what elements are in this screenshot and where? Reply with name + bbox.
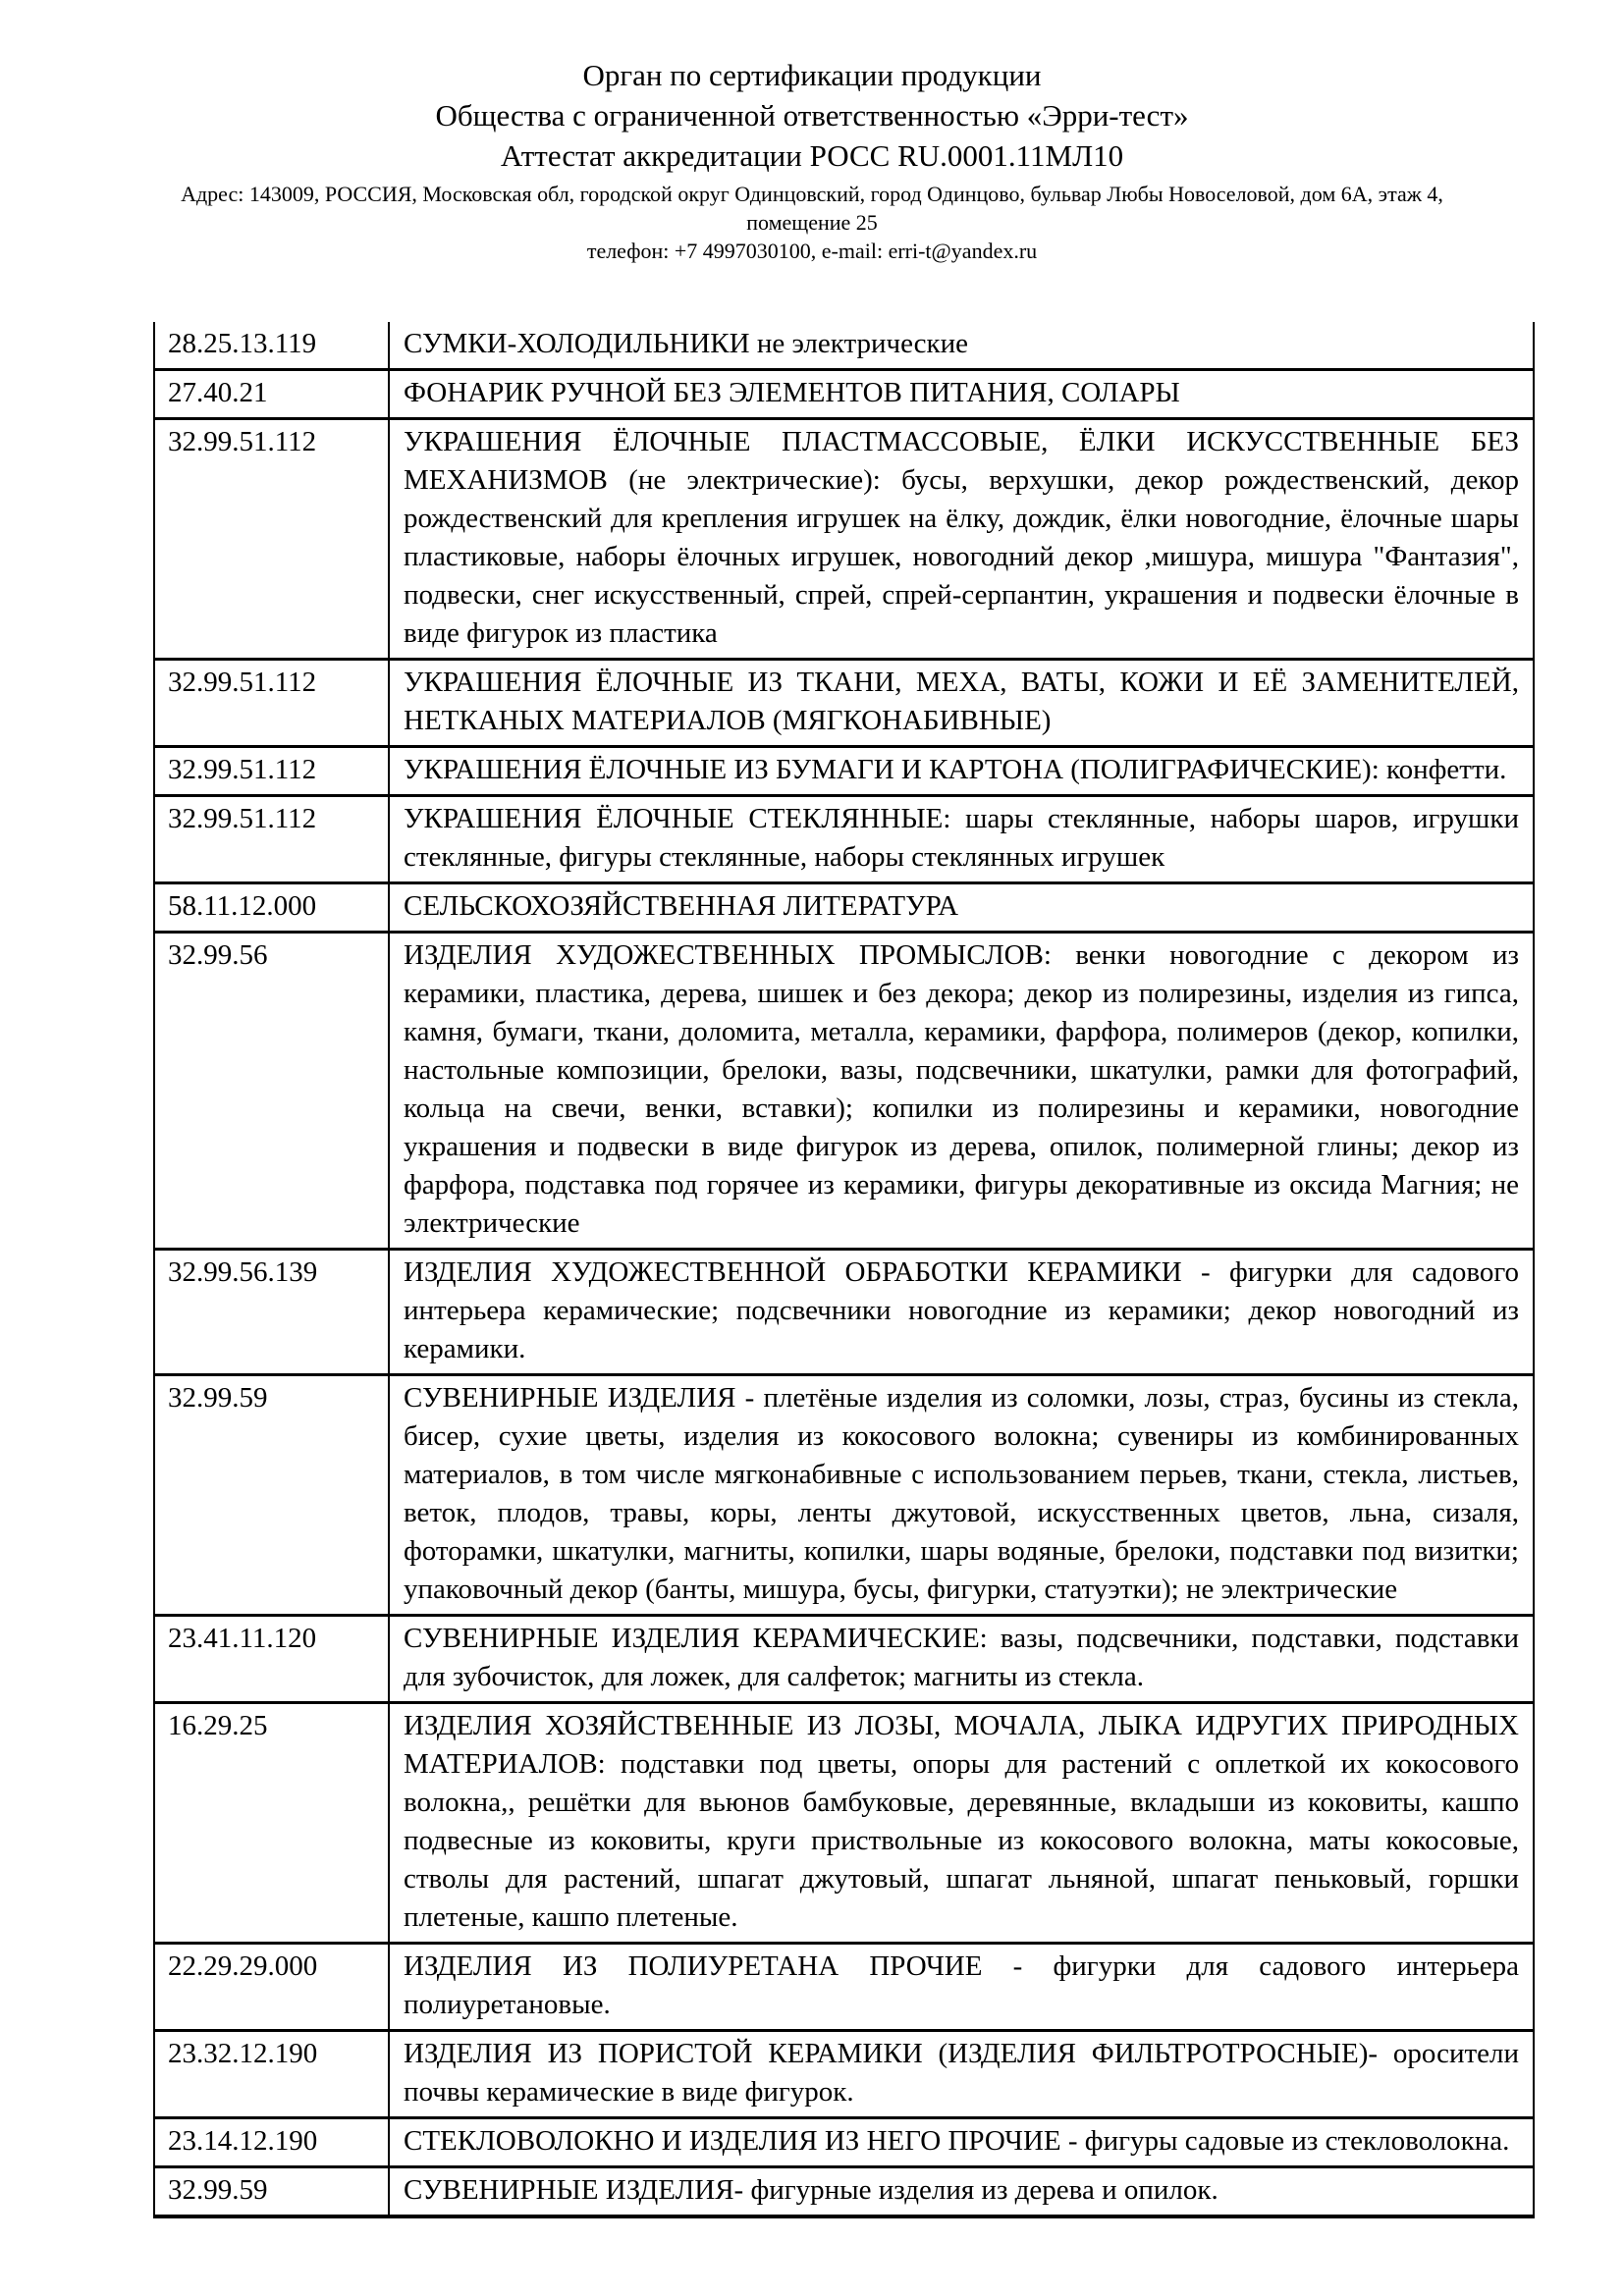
row-code-cell: 16.29.25 bbox=[154, 1703, 389, 1944]
accreditation-line: Аттестат аккредитации РОСС RU.0001.11МЛ10 bbox=[500, 138, 1124, 173]
row-description-cell: СУМКИ-ХОЛОДИЛЬНИКИ не электрические bbox=[389, 322, 1534, 370]
products-table-wrap bbox=[153, 322, 1624, 2218]
table-row bbox=[154, 1250, 1534, 1375]
table-row bbox=[154, 2031, 1534, 2118]
address-line-2: помещение 25 bbox=[746, 210, 878, 235]
row-code-cell: 32.99.59 bbox=[154, 1375, 389, 1616]
row-description-cell: ИЗДЕЛИЯ ХУДОЖЕСТВЕННЫХ ПРОМЫСЛОВ: венки новогодние с декором из керамики, пластика, дерева, шишек и без декора; декор из полирезины, изделия из гипса, камня, бумаги, ткани, доломита, металла, керамики, фарфора, полимеров (декор, копилки, настольные композиции, брелоки, вазы, подсвечники, шкатулки, рамки для фотографий, кольца на свечи, венки, вставки); копилки из полирезины и керамики, новогодние украшения и подвески в виде фигурок из дерева, опилок, полимерной глины; декор из фарфора, подставка под горячее из керамики, фигуры декоративные из оксида Магния; не электрические bbox=[389, 933, 1534, 1250]
row-code-cell: 23.14.12.190 bbox=[154, 2118, 389, 2167]
row-description-cell: ИЗДЕЛИЯ ХОЗЯЙСТВЕННЫЕ ИЗ ЛОЗЫ, МОЧАЛА, ЛЫКА ИДРУГИХ ПРИРОДНЫХ МАТЕРИАЛОВ: подставки под цветы, опоры для растений с оплеткой их кокосового волокна,, решётки для вьюнов бамбуковые, деревянные, вкладыши из коковиты, кашпо подвесные из коковиты, круги приствольные из кокосового волокна, маты кокосовые, стволы для растений, шпагат джутовый, шпагат льняной, шпагат пеньковый, горшки плетеные, кашпо плетеные. bbox=[389, 1703, 1534, 1944]
row-code-cell: 23.32.12.190 bbox=[154, 2031, 389, 2118]
table-row bbox=[154, 1944, 1534, 2031]
row-code-cell: 32.99.51.112 bbox=[154, 796, 389, 883]
table-row bbox=[154, 2118, 1534, 2167]
row-code-cell: 28.25.13.119 bbox=[154, 322, 389, 370]
row-code-cell: 32.99.51.112 bbox=[154, 419, 389, 660]
row-code-cell: 32.99.56.139 bbox=[154, 1250, 389, 1375]
row-description-cell: ИЗДЕЛИЯ ИЗ ПОЛИУРЕТАНА ПРОЧИЕ - фигурки для садового интерьера полиуретановые. bbox=[389, 1944, 1534, 2031]
row-description-cell: УКРАШЕНИЯ ЁЛОЧНЫЕ ИЗ ТКАНИ, МЕХА, ВАТЫ, КОЖИ И ЕЁ ЗАМЕНИТЕЛЕЙ, НЕТКАНЫХ МАТЕРИАЛОВ (МЯГКОНАБИВНЫЕ) bbox=[389, 660, 1534, 747]
table-row bbox=[154, 1703, 1534, 1944]
row-code-cell: 32.99.51.112 bbox=[154, 660, 389, 747]
row-code-cell: 23.41.11.120 bbox=[154, 1616, 389, 1703]
table-row bbox=[154, 1375, 1534, 1616]
org-title-line-2: Общества с ограниченной ответственностью «Эрри-тест» bbox=[435, 98, 1189, 133]
table-row bbox=[154, 796, 1534, 883]
row-description-cell: ИЗДЕЛИЯ ХУДОЖЕСТВЕННОЙ ОБРАБОТКИ КЕРАМИКИ - фигурки для садового интерьера керамические; подсвечники новогодние из керамики; декор новогодний из керамики. bbox=[389, 1250, 1534, 1375]
org-title-line-1: Орган по сертификации продукции bbox=[582, 58, 1042, 92]
table-row bbox=[154, 419, 1534, 660]
table-row bbox=[154, 322, 1534, 370]
address-line-1: Адрес: 143009, РОССИЯ, Московская обл, городской округ Одинцовский, город Одинцово, бульвар Любы Новоселовой, дом 6А, этаж 4, bbox=[181, 182, 1443, 206]
row-code-cell: 32.99.56 bbox=[154, 933, 389, 1250]
row-description-cell: СУВЕНИРНЫЕ ИЗДЕЛИЯ КЕРАМИЧЕСКИЕ: вазы, подсвечники, подставки, подставки для зубочисток, для ложек, для салфеток; магниты из стекла. bbox=[389, 1616, 1534, 1703]
row-code-cell: 22.29.29.000 bbox=[154, 1944, 389, 2031]
contact-line: телефон: +7 4997030100, e-mail: erri-t@yandex.ru bbox=[586, 239, 1038, 263]
row-code-cell: 32.99.51.112 bbox=[154, 747, 389, 796]
row-code-cell: 27.40.21 bbox=[154, 370, 389, 419]
row-code-cell: 58.11.12.000 bbox=[154, 883, 389, 933]
document-header bbox=[0, 55, 1624, 265]
row-description-cell: ИЗДЕЛИЯ ИЗ ПОРИСТОЙ КЕРАМИКИ (ИЗДЕЛИЯ ФИЛЬТРОТРОСНЫЕ)- оросители почвы керамические в виде фигурок. bbox=[389, 2031, 1534, 2118]
row-description-cell: СУВЕНИРНЫЕ ИЗДЕЛИЯ - плетёные изделия из соломки, лозы, страз, бусины из стекла, бисер, сухие цветы, изделия из кокосового волокна; сувениры из комбинированных материалов, в том числе мягконабивные с использованием перьев, ткани, стекла, листьев, веток, плодов, травы, коры, ленты джутовой, искусственных цветов, льна, сизаля, фоторамки, шкатулки, магниты, копилки, шары водяные, брелоки, подставки под визитки; упаковочный декор (банты, мишура, бусы, фигурки, статуэтки); не электрические bbox=[389, 1375, 1534, 1616]
table-row bbox=[154, 883, 1534, 933]
row-description-cell: СУВЕНИРНЫЕ ИЗДЕЛИЯ- фигурные изделия из дерева и опилок. bbox=[389, 2167, 1534, 2217]
row-description-cell: СТЕКЛОВОЛОКНО И ИЗДЕЛИЯ ИЗ НЕГО ПРОЧИЕ - фигуры садовые из стекловолокна. bbox=[389, 2118, 1534, 2167]
row-description-cell: УКРАШЕНИЯ ЁЛОЧНЫЕ ПЛАСТМАССОВЫЕ, ЁЛКИ ИСКУССТВЕННЫЕ БЕЗ МЕХАНИЗМОВ (не электрические): бусы, верхушки, декор рождественский, декор рождественский для крепления игрушек на ёлку, дождик, ёлки новогодние, ёлочные шары пластиковые, наборы ёлочных игрушек, новогодний декор ,мишура, мишура "Фантазия", подвески, снег искусственный, спрей, спрей-серпантин, украшения и подвески ёлочные в виде фигурок из пластика bbox=[389, 419, 1534, 660]
table-row bbox=[154, 370, 1534, 419]
row-description-cell: УКРАШЕНИЯ ЁЛОЧНЫЕ ИЗ БУМАГИ И КАРТОНА (ПОЛИГРАФИЧЕСКИЕ): конфетти. bbox=[389, 747, 1534, 796]
table-row bbox=[154, 2167, 1534, 2217]
table-row bbox=[154, 747, 1534, 796]
table-row bbox=[154, 660, 1534, 747]
row-description-cell: УКРАШЕНИЯ ЁЛОЧНЫЕ СТЕКЛЯННЫЕ: шары стеклянные, наборы шаров, игрушки стеклянные, фигуры стеклянные, наборы стеклянных игрушек bbox=[389, 796, 1534, 883]
products-table-body bbox=[154, 322, 1534, 2216]
row-code-cell: 32.99.59 bbox=[154, 2167, 389, 2217]
table-row bbox=[154, 1616, 1534, 1703]
row-description-cell: СЕЛЬСКОХОЗЯЙСТВЕННАЯ ЛИТЕРАТУРА bbox=[389, 883, 1534, 933]
row-description-cell: ФОНАРИК РУЧНОЙ БЕЗ ЭЛЕМЕНТОВ ПИТАНИЯ, СОЛАРЫ bbox=[389, 370, 1534, 419]
products-table bbox=[153, 322, 1535, 2218]
table-row bbox=[154, 933, 1534, 1250]
address-block bbox=[0, 180, 1624, 265]
